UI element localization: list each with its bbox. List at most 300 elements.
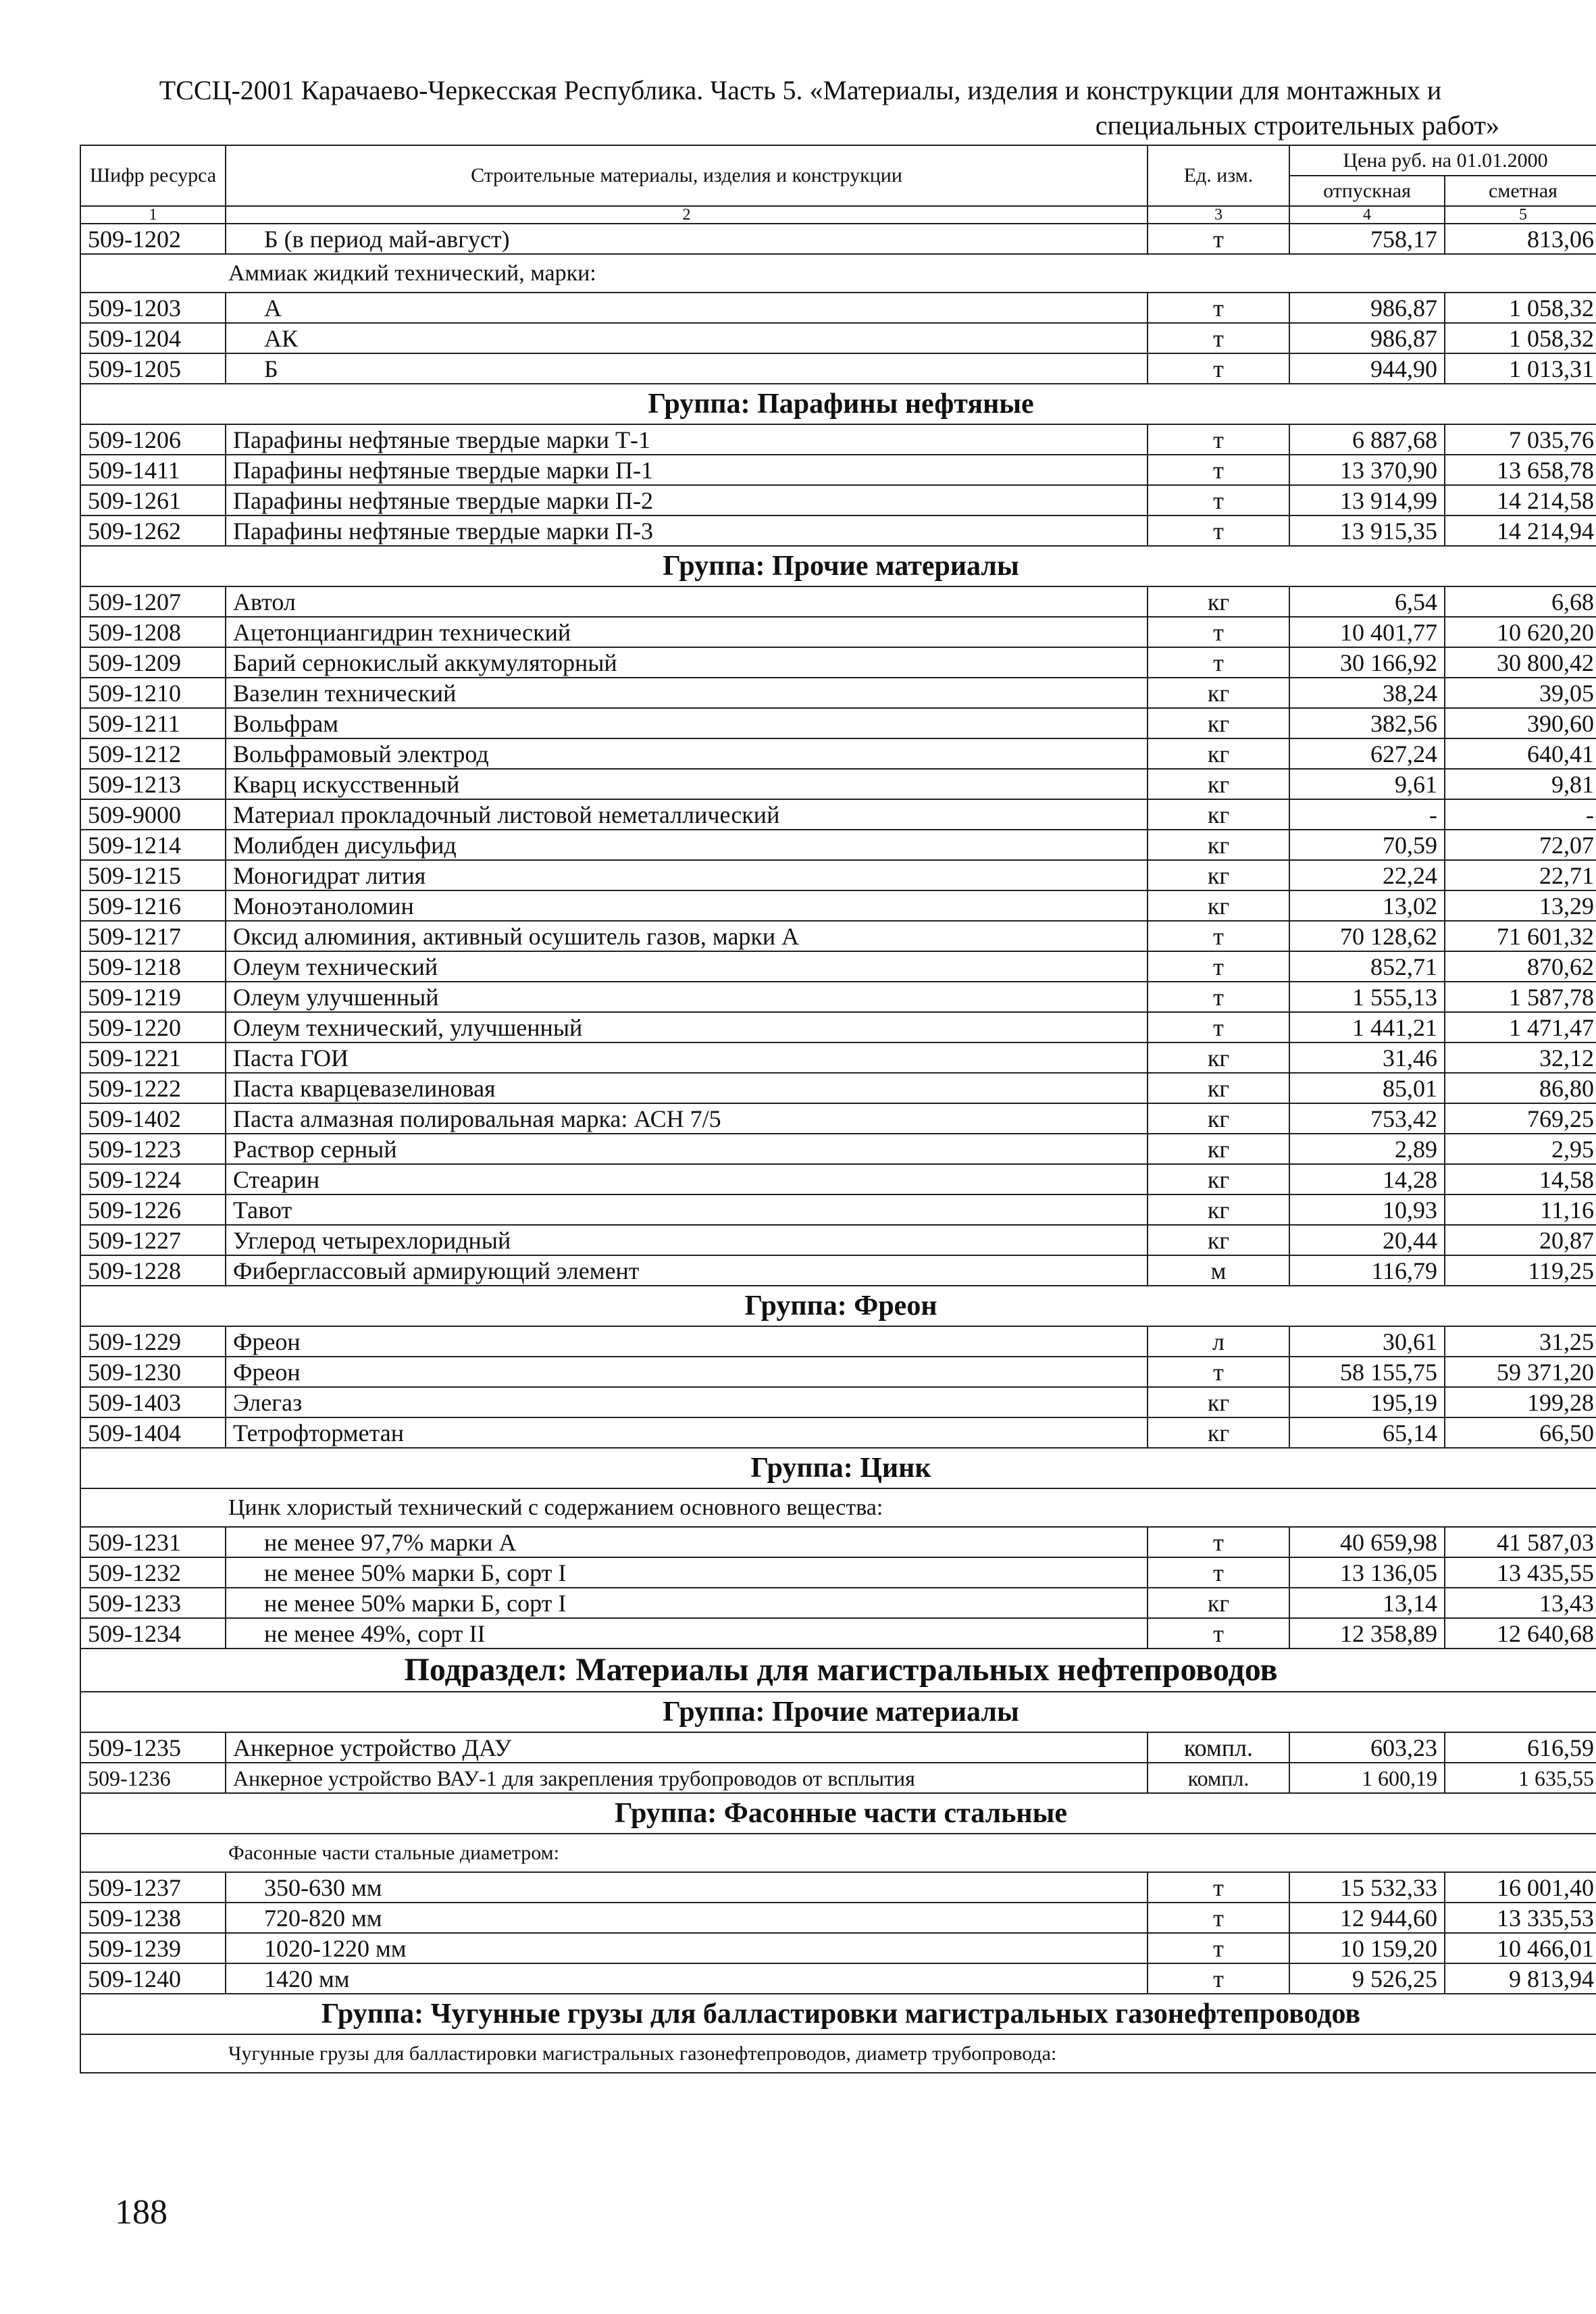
release-price: 603,23 <box>1289 1732 1445 1763</box>
header-price: Цена руб. на 01.01.2000 <box>1289 145 1596 176</box>
unit-of-measure: кг <box>1148 799 1289 830</box>
page-number: 188 <box>115 2193 168 2232</box>
table-row <box>80 1194 1596 1225</box>
table-row <box>80 1387 1596 1417</box>
col-number: 5 <box>1445 206 1596 224</box>
material-name: не менее 50% марки Б, сорт I <box>226 1588 1148 1618</box>
resource-code: 509-1214 <box>80 830 226 860</box>
estimate-price: 640,41 <box>1445 738 1596 769</box>
release-price: 22,24 <box>1289 860 1445 890</box>
resource-code: 509-1223 <box>80 1134 226 1164</box>
unit-of-measure: кг <box>1148 1042 1289 1073</box>
estimate-price: 20,87 <box>1445 1225 1596 1255</box>
table-row <box>80 424 1596 455</box>
release-price: 31,46 <box>1289 1042 1445 1073</box>
material-name: Олеум технический, улучшенный <box>226 1012 1148 1042</box>
table-row <box>80 485 1596 515</box>
table-row <box>80 323 1596 353</box>
resource-code: 509-1226 <box>80 1194 226 1225</box>
table-row <box>80 769 1596 799</box>
resource-code: 509-9000 <box>80 799 226 830</box>
unit-of-measure: м <box>1148 1255 1289 1286</box>
resource-code: 509-1221 <box>80 1042 226 1073</box>
unit-of-measure: л <box>1148 1326 1289 1357</box>
table-row <box>80 1732 1596 1763</box>
material-name: Моногидрат лития <box>226 860 1148 890</box>
header-unit: Ед. изм. <box>1148 145 1289 206</box>
release-price: 10 159,20 <box>1289 1933 1445 1963</box>
release-price: 9,61 <box>1289 769 1445 799</box>
col-number: 2 <box>226 206 1148 224</box>
estimate-price: 769,25 <box>1445 1103 1596 1134</box>
release-price: 13 370,90 <box>1289 455 1445 485</box>
unit-of-measure: т <box>1148 1903 1289 1933</box>
price-table <box>80 145 1596 2073</box>
table-row <box>80 1012 1596 1042</box>
material-name: Кварц искусственный <box>226 769 1148 799</box>
material-name: АК <box>226 323 1148 353</box>
resource-code: 509-1217 <box>80 921 226 951</box>
estimate-price: 2,95 <box>1445 1134 1596 1164</box>
group-heading: Группа: Цинк <box>80 1448 1596 1488</box>
material-name: Вазелин технический <box>226 678 1148 708</box>
resource-code: 509-1232 <box>80 1557 226 1588</box>
release-price: 85,01 <box>1289 1073 1445 1103</box>
intro-text: Аммиак жидкий технический, марки: <box>80 254 1596 293</box>
estimate-price: 41 587,03 <box>1445 1527 1596 1557</box>
table-row <box>80 708 1596 738</box>
release-price: 70 128,62 <box>1289 921 1445 951</box>
resource-code: 509-1208 <box>80 617 226 647</box>
title-line-2: специальных строительных работ» <box>1095 110 1499 141</box>
group-heading: Группа: Чугунные грузы для балластировки магистральных газонефтепроводов <box>80 1994 1596 2034</box>
release-price: 1 555,13 <box>1289 982 1445 1012</box>
group-heading-row <box>80 1286 1596 1326</box>
estimate-price: 16 001,40 <box>1445 1872 1596 1903</box>
resource-code: 509-1411 <box>80 455 226 485</box>
header-estimate-price: сметная <box>1445 176 1596 206</box>
unit-of-measure: компл. <box>1148 1763 1289 1793</box>
unit-of-measure: т <box>1148 515 1289 546</box>
estimate-price: 13 658,78 <box>1445 455 1596 485</box>
table-row <box>80 1255 1596 1286</box>
unit-of-measure: т <box>1148 1527 1289 1557</box>
material-name: Анкерное устройство ДАУ <box>226 1732 1148 1763</box>
table-row <box>80 921 1596 951</box>
table-row <box>80 1134 1596 1164</box>
estimate-price: 32,12 <box>1445 1042 1596 1073</box>
table-row <box>80 515 1596 546</box>
material-name: Раствор серный <box>226 1134 1148 1164</box>
estimate-price: 1 058,32 <box>1445 323 1596 353</box>
resource-code: 509-1211 <box>80 708 226 738</box>
estimate-price: 12 640,68 <box>1445 1618 1596 1649</box>
material-name: не менее 49%, сорт II <box>226 1618 1148 1649</box>
estimate-price: 71 601,32 <box>1445 921 1596 951</box>
resource-code: 509-1209 <box>80 647 226 678</box>
material-name: Тетрофторметан <box>226 1417 1148 1448</box>
table-row <box>80 860 1596 890</box>
resource-code: 509-1228 <box>80 1255 226 1286</box>
release-price: 30,61 <box>1289 1326 1445 1357</box>
release-price: 12 944,60 <box>1289 1903 1445 1933</box>
release-price: 1 441,21 <box>1289 1012 1445 1042</box>
release-price: 116,79 <box>1289 1255 1445 1286</box>
group-heading-row <box>80 384 1596 424</box>
table-row <box>80 1763 1596 1793</box>
resource-code: 509-1216 <box>80 890 226 921</box>
resource-code: 509-1238 <box>80 1903 226 1933</box>
unit-of-measure: кг <box>1148 738 1289 769</box>
material-name: Элегаз <box>226 1387 1148 1417</box>
material-name: 1420 мм <box>226 1963 1148 1994</box>
unit-of-measure: т <box>1148 1933 1289 1963</box>
group-heading: Группа: Прочие материалы <box>80 546 1596 586</box>
material-name: Фреон <box>226 1326 1148 1357</box>
estimate-price: 1 471,47 <box>1445 1012 1596 1042</box>
table-row <box>80 224 1596 254</box>
column-numbers-row <box>80 206 1596 224</box>
intro-row <box>80 1488 1596 1527</box>
table-row <box>80 890 1596 921</box>
unit-of-measure: кг <box>1148 1417 1289 1448</box>
material-name: 350-630 мм <box>226 1872 1148 1903</box>
resource-code: 509-1234 <box>80 1618 226 1649</box>
document-title <box>101 73 1499 143</box>
material-name: А <box>226 293 1148 323</box>
unit-of-measure: кг <box>1148 830 1289 860</box>
material-name: Вольфрам <box>226 708 1148 738</box>
estimate-price: - <box>1445 799 1596 830</box>
release-price: 753,42 <box>1289 1103 1445 1134</box>
release-price: 40 659,98 <box>1289 1527 1445 1557</box>
unit-of-measure: т <box>1148 1872 1289 1903</box>
material-name: Барий сернокислый аккумуляторный <box>226 647 1148 678</box>
resource-code: 509-1215 <box>80 860 226 890</box>
table-row <box>80 647 1596 678</box>
release-price: 852,71 <box>1289 951 1445 982</box>
estimate-price: 10 620,20 <box>1445 617 1596 647</box>
release-price: 13,02 <box>1289 890 1445 921</box>
release-price: 986,87 <box>1289 293 1445 323</box>
unit-of-measure: т <box>1148 353 1289 384</box>
estimate-price: 119,25 <box>1445 1255 1596 1286</box>
estimate-price: 1 058,32 <box>1445 293 1596 323</box>
resource-code: 509-1403 <box>80 1387 226 1417</box>
estimate-price: 31,25 <box>1445 1326 1596 1357</box>
unit-of-measure: т <box>1148 485 1289 515</box>
unit-of-measure: кг <box>1148 1225 1289 1255</box>
unit-of-measure: т <box>1148 982 1289 1012</box>
intro-text: Чугунные грузы для балластировки магистральных газонефтепроводов, диаметр трубопровода: <box>80 2034 1596 2073</box>
release-price: 986,87 <box>1289 323 1445 353</box>
table-row <box>80 1103 1596 1134</box>
estimate-price: 13 435,55 <box>1445 1557 1596 1588</box>
intro-row <box>80 1834 1596 1872</box>
material-name: Паста кварцевазелиновая <box>226 1073 1148 1103</box>
material-name: Паста ГОИ <box>226 1042 1148 1073</box>
unit-of-measure: т <box>1148 921 1289 951</box>
resource-code: 509-1206 <box>80 424 226 455</box>
release-price: 1 600,19 <box>1289 1763 1445 1793</box>
unit-of-measure: т <box>1148 1357 1289 1387</box>
estimate-price: 813,06 <box>1445 224 1596 254</box>
table-row <box>80 455 1596 485</box>
release-price: 13 915,35 <box>1289 515 1445 546</box>
release-price: 58 155,75 <box>1289 1357 1445 1387</box>
estimate-price: 13,29 <box>1445 890 1596 921</box>
estimate-price: 14 214,94 <box>1445 515 1596 546</box>
unit-of-measure: т <box>1148 424 1289 455</box>
intro-text: Цинк хлористый технический с содержанием основного вещества: <box>80 1488 1596 1527</box>
release-price: 758,17 <box>1289 224 1445 254</box>
resource-code: 509-1220 <box>80 1012 226 1042</box>
table-row <box>80 293 1596 323</box>
material-name: Парафины нефтяные твердые марки П-3 <box>226 515 1148 546</box>
resource-code: 509-1239 <box>80 1933 226 1963</box>
table-row <box>80 1417 1596 1448</box>
group-heading-row <box>80 1994 1596 2034</box>
table-row <box>80 586 1596 617</box>
resource-code: 509-1240 <box>80 1963 226 1994</box>
material-name: Олеум улучшенный <box>226 982 1148 1012</box>
estimate-price: 14,58 <box>1445 1164 1596 1194</box>
unit-of-measure: кг <box>1148 1103 1289 1134</box>
material-name: Парафины нефтяные твердые марки П-2 <box>226 485 1148 515</box>
release-price: 30 166,92 <box>1289 647 1445 678</box>
resource-code: 509-1207 <box>80 586 226 617</box>
resource-code: 509-1236 <box>80 1763 226 1793</box>
header-code: Шифр ресурса <box>80 145 226 206</box>
table-row <box>80 353 1596 384</box>
unit-of-measure: т <box>1148 224 1289 254</box>
unit-of-measure: т <box>1148 1012 1289 1042</box>
release-price: 15 532,33 <box>1289 1872 1445 1903</box>
table-row <box>80 951 1596 982</box>
table-row <box>80 678 1596 708</box>
unit-of-measure: т <box>1148 455 1289 485</box>
estimate-price: 9 813,94 <box>1445 1963 1596 1994</box>
resource-code: 509-1218 <box>80 951 226 982</box>
resource-code: 509-1404 <box>80 1417 226 1448</box>
estimate-price: 13 335,53 <box>1445 1903 1596 1933</box>
material-name: Вольфрамовый электрод <box>226 738 1148 769</box>
subsection-heading: Подраздел: Материалы для магистральных нефтепроводов <box>80 1649 1596 1692</box>
table-row <box>80 1326 1596 1357</box>
group-heading-row <box>80 546 1596 586</box>
table-row <box>80 982 1596 1012</box>
estimate-price: 66,50 <box>1445 1417 1596 1448</box>
estimate-price: 6,68 <box>1445 586 1596 617</box>
unit-of-measure: т <box>1148 617 1289 647</box>
table-row <box>80 1963 1596 1994</box>
table-row <box>80 1618 1596 1649</box>
release-price: 195,19 <box>1289 1387 1445 1417</box>
release-price: - <box>1289 799 1445 830</box>
material-name: не менее 97,7% марки А <box>226 1527 1148 1557</box>
release-price: 14,28 <box>1289 1164 1445 1194</box>
release-price: 10 401,77 <box>1289 617 1445 647</box>
intro-text: Фасонные части стальные диаметром: <box>80 1834 1596 1872</box>
unit-of-measure: кг <box>1148 586 1289 617</box>
unit-of-measure: т <box>1148 1557 1289 1588</box>
intro-row <box>80 2034 1596 2073</box>
material-name: Олеум технический <box>226 951 1148 982</box>
unit-of-measure: кг <box>1148 1588 1289 1618</box>
material-name: Фиберглассовый армирующий элемент <box>226 1255 1148 1286</box>
table-row <box>80 1557 1596 1588</box>
material-name: Парафины нефтяные твердые марки Т-1 <box>226 424 1148 455</box>
col-number: 4 <box>1289 206 1445 224</box>
release-price: 10,93 <box>1289 1194 1445 1225</box>
table-row <box>80 738 1596 769</box>
title-line-1: ТССЦ-2001 Карачаево-Черкесская Республика. Часть 5. «Материалы, изделия и конструкции для монтажных и <box>159 75 1442 105</box>
release-price: 627,24 <box>1289 738 1445 769</box>
col-number: 3 <box>1148 206 1289 224</box>
resource-code: 509-1222 <box>80 1073 226 1103</box>
estimate-price: 30 800,42 <box>1445 647 1596 678</box>
table-row <box>80 1933 1596 1963</box>
estimate-price: 14 214,58 <box>1445 485 1596 515</box>
resource-code: 509-1202 <box>80 224 226 254</box>
resource-code: 509-1230 <box>80 1357 226 1387</box>
estimate-price: 72,07 <box>1445 830 1596 860</box>
unit-of-measure: кг <box>1148 1164 1289 1194</box>
release-price: 13 136,05 <box>1289 1557 1445 1588</box>
header-release-price: отпускная <box>1289 176 1445 206</box>
release-price: 70,59 <box>1289 830 1445 860</box>
unit-of-measure: кг <box>1148 678 1289 708</box>
estimate-price: 9,81 <box>1445 769 1596 799</box>
estimate-price: 86,80 <box>1445 1073 1596 1103</box>
group-heading-row <box>80 1793 1596 1834</box>
unit-of-measure: кг <box>1148 1387 1289 1417</box>
resource-code: 509-1233 <box>80 1588 226 1618</box>
resource-code: 509-1227 <box>80 1225 226 1255</box>
material-name: Б <box>226 353 1148 384</box>
resource-code: 509-1261 <box>80 485 226 515</box>
material-name: Стеарин <box>226 1164 1148 1194</box>
estimate-price: 22,71 <box>1445 860 1596 890</box>
unit-of-measure: т <box>1148 647 1289 678</box>
release-price: 12 358,89 <box>1289 1618 1445 1649</box>
table-row <box>80 799 1596 830</box>
estimate-price: 390,60 <box>1445 708 1596 738</box>
resource-code: 509-1402 <box>80 1103 226 1134</box>
estimate-price: 10 466,01 <box>1445 1933 1596 1963</box>
resource-code: 509-1229 <box>80 1326 226 1357</box>
resource-code: 509-1213 <box>80 769 226 799</box>
material-name: Моноэтаноломин <box>226 890 1148 921</box>
resource-code: 509-1231 <box>80 1527 226 1557</box>
material-name: Паста алмазная полировальная марка: АСН 7/5 <box>226 1103 1148 1134</box>
table-body <box>80 224 1596 2073</box>
table-row <box>80 1527 1596 1557</box>
unit-of-measure: кг <box>1148 1073 1289 1103</box>
release-price: 65,14 <box>1289 1417 1445 1448</box>
material-name: Ацетонциангидрин технический <box>226 617 1148 647</box>
resource-code: 509-1212 <box>80 738 226 769</box>
col-number: 1 <box>80 206 226 224</box>
table-row <box>80 1073 1596 1103</box>
release-price: 382,56 <box>1289 708 1445 738</box>
subsection-heading-row <box>80 1649 1596 1692</box>
resource-code: 509-1224 <box>80 1164 226 1194</box>
group-heading: Группа: Парафины нефтяные <box>80 384 1596 424</box>
material-name: Анкерное устройство ВАУ-1 для закрепления трубопроводов от всплытия <box>226 1763 1148 1793</box>
material-name: не менее 50% марки Б, сорт I <box>226 1557 1148 1588</box>
group-heading: Группа: Фасонные части стальные <box>80 1793 1596 1834</box>
table-header-row <box>80 145 1596 176</box>
estimate-price: 1 587,78 <box>1445 982 1596 1012</box>
table-row <box>80 1872 1596 1903</box>
group-heading-row <box>80 1692 1596 1732</box>
table-row <box>80 1357 1596 1387</box>
unit-of-measure: кг <box>1148 708 1289 738</box>
release-price: 9 526,25 <box>1289 1963 1445 1994</box>
resource-code: 509-1235 <box>80 1732 226 1763</box>
resource-code: 509-1262 <box>80 515 226 546</box>
estimate-price: 1 635,55 <box>1445 1763 1596 1793</box>
material-name: Тавот <box>226 1194 1148 1225</box>
unit-of-measure: кг <box>1148 1194 1289 1225</box>
header-name: Строительные материалы, изделия и конструкции <box>226 145 1148 206</box>
unit-of-measure: т <box>1148 323 1289 353</box>
release-price: 2,89 <box>1289 1134 1445 1164</box>
table-row <box>80 617 1596 647</box>
material-name: 720-820 мм <box>226 1903 1148 1933</box>
estimate-price: 870,62 <box>1445 951 1596 982</box>
material-name: Материал прокладочный листовой неметаллический <box>226 799 1148 830</box>
material-name: 1020-1220 мм <box>226 1933 1148 1963</box>
resource-code: 509-1205 <box>80 353 226 384</box>
release-price: 6,54 <box>1289 586 1445 617</box>
release-price: 13 914,99 <box>1289 485 1445 515</box>
estimate-price: 59 371,20 <box>1445 1357 1596 1387</box>
release-price: 20,44 <box>1289 1225 1445 1255</box>
resource-code: 509-1203 <box>80 293 226 323</box>
material-name: Б (в период май-август) <box>226 224 1148 254</box>
release-price: 38,24 <box>1289 678 1445 708</box>
release-price: 13,14 <box>1289 1588 1445 1618</box>
material-name: Молибден дисульфид <box>226 830 1148 860</box>
unit-of-measure: кг <box>1148 890 1289 921</box>
unit-of-measure: т <box>1148 951 1289 982</box>
unit-of-measure: кг <box>1148 860 1289 890</box>
release-price: 6 887,68 <box>1289 424 1445 455</box>
table-row <box>80 1225 1596 1255</box>
table-row <box>80 1903 1596 1933</box>
material-name: Углерод четырехлоридный <box>226 1225 1148 1255</box>
unit-of-measure: т <box>1148 1618 1289 1649</box>
estimate-price: 616,59 <box>1445 1732 1596 1763</box>
estimate-price: 199,28 <box>1445 1387 1596 1417</box>
material-name: Фреон <box>226 1357 1148 1387</box>
resource-code: 509-1237 <box>80 1872 226 1903</box>
material-name: Автол <box>226 586 1148 617</box>
intro-row <box>80 254 1596 293</box>
unit-of-measure: компл. <box>1148 1732 1289 1763</box>
material-name: Парафины нефтяные твердые марки П-1 <box>226 455 1148 485</box>
group-heading: Группа: Фреон <box>80 1286 1596 1326</box>
resource-code: 509-1204 <box>80 323 226 353</box>
unit-of-measure: кг <box>1148 1134 1289 1164</box>
estimate-price: 1 013,31 <box>1445 353 1596 384</box>
table-row <box>80 1042 1596 1073</box>
unit-of-measure: кг <box>1148 769 1289 799</box>
estimate-price: 11,16 <box>1445 1194 1596 1225</box>
table-row <box>80 1164 1596 1194</box>
